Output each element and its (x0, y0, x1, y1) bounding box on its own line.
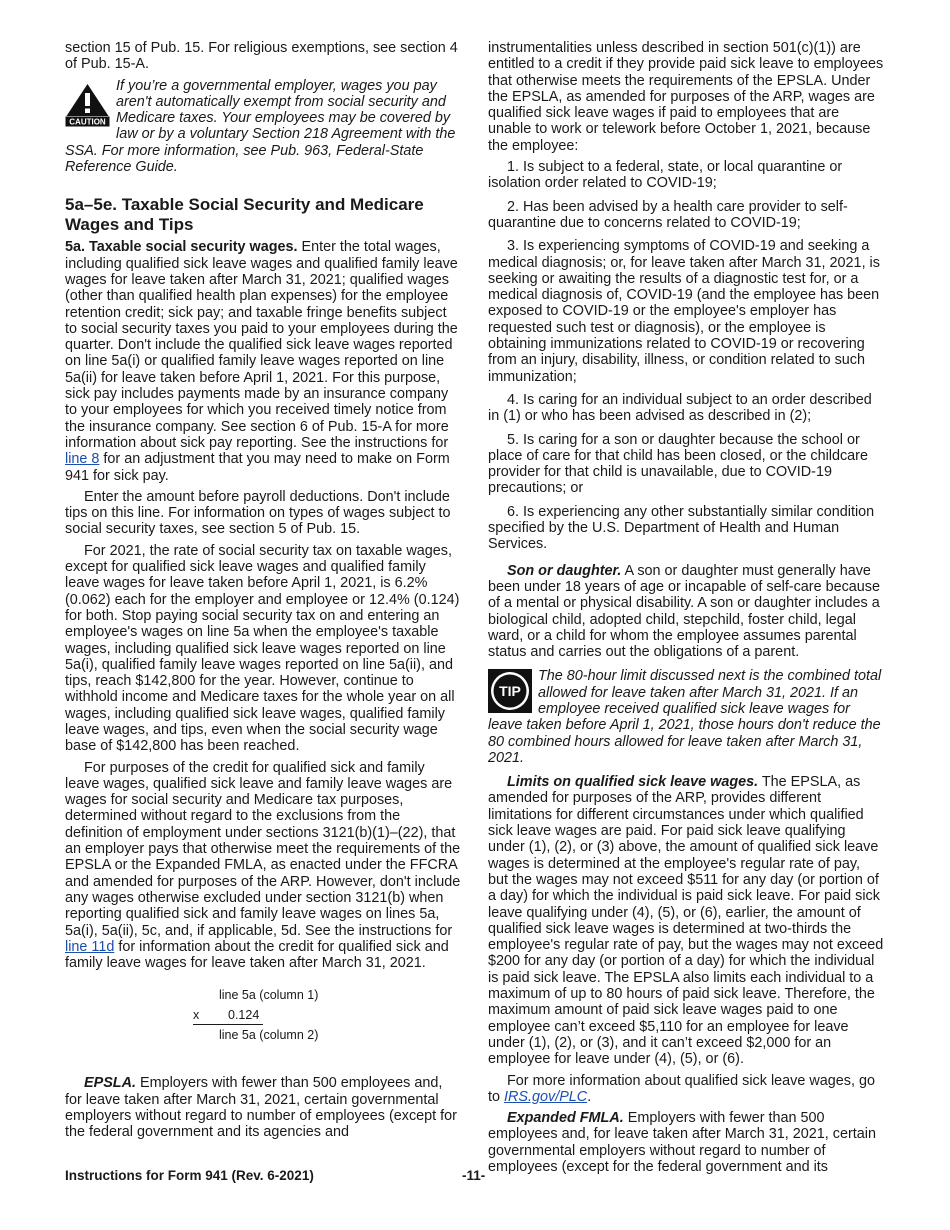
runin-5a: 5a. Taxable social security wages. (65, 239, 298, 256)
section-heading: 5a–5e. Taxable Social Security and Medicare Wages and Tips (65, 195, 424, 234)
calculation-formula (65, 983, 461, 1053)
caution-icon (65, 83, 110, 127)
link-line-8[interactable]: line 8 (65, 451, 100, 468)
paragraph-son-daughter: Son or daughter. A son or daughter must generally have been under 18 years of age or incapable of self-care because of a mental or physical disability. A son or daughter includes a biological child, adopted child, stepchild, foster child, legal ward, or a child for whom the employee assumes parental status and carries out the obligations of a parent. (488, 562, 881, 661)
tip-text: The 80-hour limit discussed next is the combined total allowed for leave taken after March 31, 2021. If an employee received qualified sick leave wages for leave taken before April 1, 2021, those hours don't reduce the 80 combined hours allowed for leave taken after March 31, 2021. (488, 668, 882, 766)
formula-rate: 0.124 (228, 1008, 260, 1023)
paragraph-continued: instrumentalities unless described in section 501(c)(1)) are entitled to a credit if they provide paid sick leave to employees that otherwise meets the requirements of the EPSLA. Under the EPSLA, as amended for purposes of the ARP, wages are qualified sick leave wages if paid to employees that are unable to work or telework before October 1, 2021, because the employee: (488, 40, 884, 154)
caution-note (65, 78, 461, 176)
footer-title: Instructions for Form 941 (Rev. 6-2021) (65, 1168, 314, 1183)
list-item: 3. Is experiencing symptoms of COVID-19 and seeking a medical diagnosis; or, for leave taken after March 31, 2021, is seeking or awaiting the results of a diagnostic test for, or a medical diagnosis of, COVID-19 (and the employee has been exposed to COVID-19 or the employee's employer has requested such test or diagnosis), or the employee is obtaining immunizations related to COVID-19 or recovering from an injury, disability, illness, or condition related to such immunization; (488, 238, 880, 385)
formula-divider (193, 1024, 263, 1025)
intro-paragraph: section 15 of Pub. 15. For religious exemptions, see section 4 of Pub. 15-A. (65, 40, 458, 73)
list-item: 1. Is subject to a federal, state, or local quarantine or isolation order related to COVID-19; (488, 159, 843, 192)
list-item: 2. Has been advised by a health care provider to self-quarantine due to concerns related to COVID-19; (488, 198, 848, 231)
formula-row-3: line 5a (column 2) (219, 1028, 319, 1043)
left-column (65, 40, 461, 1146)
list-item: 5. Is caring for a son or daughter because the school or place of care for that child has been closed, or the childcare provider for that child is unavailable, due to COVID-19 precautions; or (488, 431, 868, 497)
right-column (488, 40, 884, 1180)
tip-icon (488, 669, 532, 713)
page-number: -11- (462, 1168, 486, 1183)
formula-row-1: line 5a (column 1) (219, 988, 319, 1003)
list-item: 4. Is caring for an individual subject to an order described in (1) or who has been advised as described in (2); (488, 391, 872, 425)
paragraph-epsla: EPSLA. Employers with fewer than 500 employees and, for leave taken after March 31, 2021, certain governmental employers without regard to number of employees (except for the federal government and its agencies and (65, 1075, 457, 1141)
paragraph-tax-rate: For 2021, the rate of social security tax on taxable wages, except for qualified sick leave wages and qualified family leave wages for leave taken before April 1, 2021, is 6.2% (0.062) each for the employer and employee or 12.4% (0.124) for both. Stop paying social security tax on and entering an employee's wages on line 5a when the employee's taxable wages, including qualified sick leave wages reported on line 5a(i), qualified family leave wages reported on line 5a(ii), and tips, reach $142,800 for the year. However, continue to withhold income and Medicare taxes for the whole year on all wages, including qualified sick leave wages, qualified family leave wages, and tips, even when the social security wage base of $142,800 has been reached. (65, 542, 460, 755)
runin-limits: Limits on qualified sick leave wages. (507, 774, 759, 791)
paragraph-expanded-fmla: Expanded FMLA. Employers with fewer than 500 employees and, for leave taken after March 31, 2021, certain governmental employers without regard to number of employees (except for the federal government and its (488, 1110, 876, 1175)
caution-label: CAUTION (69, 117, 106, 127)
tip-label: TIP (499, 683, 521, 700)
formula-multiply-sign: x (193, 1008, 200, 1023)
paragraph-more-info: For more information about qualified sick leave wages, go to IRS.gov/PLC. (488, 1072, 875, 1105)
runin-epsla: EPSLA. (84, 1075, 136, 1092)
paragraph-before-deductions: Enter the amount before payroll deductions. Don't include tips on this line. For information on types of wages subject to social security taxes, see section 5 of Pub. 15. (65, 488, 451, 538)
runin-expanded-fmla: Expanded FMLA. (507, 1110, 624, 1127)
paragraph-5a: 5a. Taxable social security wages. Enter the total wages, including qualified sick leave wages and qualified family leave wages for leave taken after March 31, 2021; qualified wages (other than qualified health plan expenses) for the employee retention credit; sick pay; and taxable fringe benefits subject to social security taxes you paid to your employees during the quarter. Don't include the qualified sick leave wages reported on line 5a(i) or qualified family leave wages reported on line 5a(ii) for leave taken before April 1, 2021. For this purpose, sick pay includes payments made by an insurance company to your employees for which you received timely notice from the insurance company. See section 6 of Pub. 15-A for more information about sick pay reporting. See the instructions for line 8 for an adjustment that you may need to make on Form 941 for sick pay. (65, 239, 458, 484)
tip-note (488, 668, 884, 766)
link-line-11d[interactable]: line 11d (65, 938, 115, 955)
paragraph-credit: For purposes of the credit for qualified sick and family leave wages, qualified sick leave and family leave wages are wages for social security and Medicare tax purposes, determined without regard to the exclusions from the definition of employment under sections 3121(b)(1)–(22), that an employer pays that otherwise meet the requirements of the EPSLA or the Expanded FMLA, as enacted under the FFCRA and amended for purposes of the ARP. However, don't include any wages otherwise excluded under section 3121(b) when reporting qualified sick and family leave wages on lines 5a, 5a(i), 5a(ii), 5c, and, if applicable, 5d. See the instructions for line 11d for information about the credit for qualified sick and family leave wages for leave taken after March 31, 2021. (65, 759, 461, 972)
paragraph-limits: Limits on qualified sick leave wages. The EPSLA, as amended for purposes of the ARP, provides different limitations for different circumstances under which qualified sick leave wages are paid. For paid sick leave qualifying under (1), (2), or (3) above, the amount of qualified sick leave wages is determined at the employee's regular rate of pay, but the wages may not exceed $511 for any day (or portion of a day) for which the individual is paid sick leave. For paid sick leave qualifying under (4), (5), or (6), earlier, the amount of qualified sick leave wages is determined at two-thirds the employee's regular rate of pay, but the wages may not exceed $200 for any day (or portion of a day) for which the individual is paid sick leave. The EPSLA also limits each individual to a maximum of up to 80 hours of paid sick leave. Therefore, the maximum amount of paid sick leave wages paid to one employee can’t exceed $5,110 for an employee for leave under (1), (2), or (3), and it can’t exceed $2,000 for an employee for leave under (4), (5), or (6). (488, 774, 884, 1068)
list-item: 6. Is experiencing any other substantially similar condition specified by the U.S. Department of Health and Human Services. (488, 503, 875, 553)
caution-text: If you’re a governmental employer, wages you pay aren't automatically exempt from social security and Medicare taxes. Your employees may be covered by law or by a voluntary Section 218 Agreement with the SSA. For more information, see Pub. 963, Federal-State Reference Guide. (65, 77, 456, 176)
link-irs-plc[interactable]: IRS.gov/PLC (504, 1088, 588, 1105)
runin-son-daughter: Son or daughter. (507, 562, 622, 579)
